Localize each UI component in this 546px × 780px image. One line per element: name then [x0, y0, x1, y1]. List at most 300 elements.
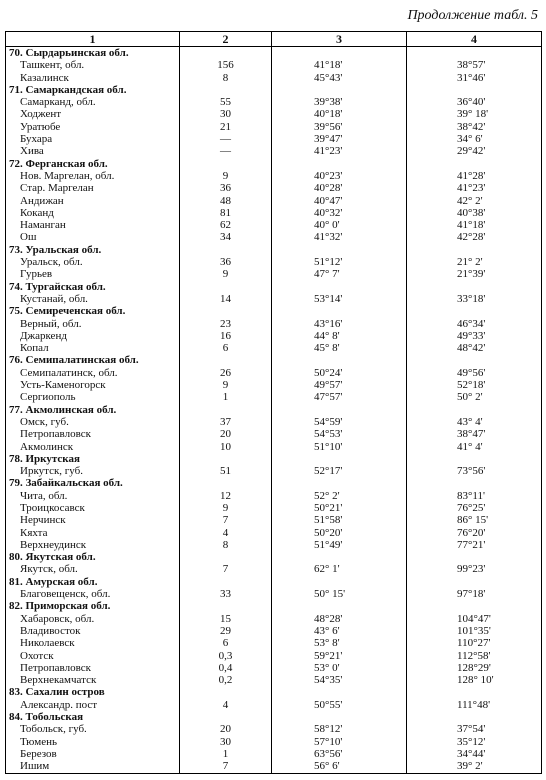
empty-cell: [180, 158, 272, 170]
city-name: Верхнекамчатск: [6, 674, 180, 686]
group-row: [6, 158, 542, 170]
group-name: 82. Приморская обл.: [6, 600, 180, 612]
empty-cell: [407, 453, 542, 465]
empty-cell: [272, 551, 407, 563]
value-col2: 7: [180, 514, 272, 526]
value-col2: 4: [180, 527, 272, 539]
empty-cell: [180, 305, 272, 317]
value-col4: 52°18': [407, 379, 542, 391]
empty-cell: [407, 686, 542, 698]
empty-cell: [180, 686, 272, 698]
value-col2: 0,3: [180, 650, 272, 662]
table-row: [6, 637, 542, 649]
empty-cell: [180, 84, 272, 96]
city-name: Благовещенск, обл.: [6, 588, 180, 600]
value-col3: 54°35': [272, 674, 407, 686]
group-name: 70. Сырдарьинская обл.: [6, 47, 180, 60]
city-name: Тобольск, губ.: [6, 723, 180, 735]
table-row: [6, 441, 542, 453]
value-col3: 39°38': [272, 96, 407, 108]
empty-cell: [407, 354, 542, 366]
value-col2: 23: [180, 318, 272, 330]
empty-cell: [180, 576, 272, 588]
city-name: Гурьев: [6, 268, 180, 280]
empty-cell: [272, 686, 407, 698]
value-col3: 40°18': [272, 108, 407, 120]
value-col3: 62° 1': [272, 563, 407, 575]
group-row: [6, 47, 542, 60]
table-row: [6, 662, 542, 674]
value-col2: 51: [180, 465, 272, 477]
group-row: [6, 576, 542, 588]
empty-cell: [180, 551, 272, 563]
group-name: 80. Якутская обл.: [6, 551, 180, 563]
value-col3: 48°28': [272, 613, 407, 625]
city-name: Наманган: [6, 219, 180, 231]
table-row: [6, 72, 542, 84]
empty-cell: [272, 600, 407, 612]
table-row: [6, 613, 542, 625]
value-col3: 51°12': [272, 256, 407, 268]
value-col2: 26: [180, 367, 272, 379]
value-col2: 9: [180, 502, 272, 514]
value-col3: 51°49': [272, 539, 407, 551]
city-name: Николаевск: [6, 637, 180, 649]
empty-cell: [180, 453, 272, 465]
column-header-2: 2: [180, 32, 272, 47]
table-row: [6, 625, 542, 637]
table-row: [6, 514, 542, 526]
city-name: Ташкент, обл.: [6, 59, 180, 71]
value-col2: 9: [180, 379, 272, 391]
table-row: [6, 219, 542, 231]
table-row: [6, 195, 542, 207]
table-row: [6, 342, 542, 354]
value-col3: 54°59': [272, 416, 407, 428]
value-col3: 59°21': [272, 650, 407, 662]
value-col4: 48°42': [407, 342, 542, 354]
value-col3: 50°55': [272, 699, 407, 711]
value-col4: 41° 4': [407, 441, 542, 453]
value-col3: 56° 6': [272, 760, 407, 773]
value-col2: 37: [180, 416, 272, 428]
empty-cell: [407, 404, 542, 416]
value-col2: 6: [180, 342, 272, 354]
city-name: Усть-Каменогорск: [6, 379, 180, 391]
group-row: [6, 281, 542, 293]
table-row: [6, 428, 542, 440]
value-col4: 42°28': [407, 231, 542, 243]
column-header-1: 1: [6, 32, 180, 47]
value-col4: 49°33': [407, 330, 542, 342]
city-name: Семипалатинск, обл.: [6, 367, 180, 379]
value-col4: 29°42': [407, 145, 542, 157]
value-col2: 9: [180, 170, 272, 182]
group-row: [6, 551, 542, 563]
header-row: [6, 32, 542, 47]
empty-cell: [180, 600, 272, 612]
group-row: [6, 84, 542, 96]
value-col2: 10: [180, 441, 272, 453]
empty-cell: [407, 551, 542, 563]
value-col3: 40°47': [272, 195, 407, 207]
group-row: [6, 477, 542, 489]
table-row: [6, 563, 542, 575]
table-row: [6, 330, 542, 342]
table-row: [6, 416, 542, 428]
empty-cell: [180, 244, 272, 256]
city-name: Коканд: [6, 207, 180, 219]
value-col3: 47° 7': [272, 268, 407, 280]
group-row: [6, 453, 542, 465]
table-row: [6, 145, 542, 157]
empty-cell: [407, 305, 542, 317]
value-col4: 101°35': [407, 625, 542, 637]
value-col4: 41°23': [407, 182, 542, 194]
value-col4: 41°28': [407, 170, 542, 182]
table-row: [6, 490, 542, 502]
empty-cell: [272, 84, 407, 96]
city-name: Хива: [6, 145, 180, 157]
value-col2: 156: [180, 59, 272, 71]
empty-cell: [272, 453, 407, 465]
value-col4: 38°42': [407, 121, 542, 133]
city-name: Бухара: [6, 133, 180, 145]
city-name: Иркутск, губ.: [6, 465, 180, 477]
value-col4: 76°25': [407, 502, 542, 514]
group-row: [6, 354, 542, 366]
value-col3: 54°53': [272, 428, 407, 440]
table-row: [6, 379, 542, 391]
value-col2: 1: [180, 391, 272, 403]
value-col2: 15: [180, 613, 272, 625]
group-name: 77. Акмолинская обл.: [6, 404, 180, 416]
table-row: [6, 59, 542, 71]
group-name: 83. Сахалин остров: [6, 686, 180, 698]
city-name: Уратюбе: [6, 121, 180, 133]
value-col4: 34° 6': [407, 133, 542, 145]
value-col4: 42° 2': [407, 195, 542, 207]
value-col4: 104°47': [407, 613, 542, 625]
value-col2: 7: [180, 563, 272, 575]
city-name: Казалинск: [6, 72, 180, 84]
group-name: 75. Семиреченская обл.: [6, 305, 180, 317]
table-row: [6, 268, 542, 280]
value-col2: 36: [180, 256, 272, 268]
value-col3: 57°10': [272, 736, 407, 748]
value-col2: 9: [180, 268, 272, 280]
city-name: Петропавловск: [6, 662, 180, 674]
empty-cell: [272, 158, 407, 170]
value-col3: 49°57': [272, 379, 407, 391]
value-col4: 76°20': [407, 527, 542, 539]
table-row: [6, 170, 542, 182]
value-col4: 50° 2': [407, 391, 542, 403]
value-col4: 73°56': [407, 465, 542, 477]
value-col3: 52°17': [272, 465, 407, 477]
city-name: Александр. пост: [6, 699, 180, 711]
value-col4: 49°56': [407, 367, 542, 379]
value-col4: 39° 2': [407, 760, 542, 773]
value-col2: 6: [180, 637, 272, 649]
table-row: [6, 699, 542, 711]
value-col4: 33°18': [407, 293, 542, 305]
value-col4: 46°34': [407, 318, 542, 330]
value-col3: 51°10': [272, 441, 407, 453]
value-col3: 53°14': [272, 293, 407, 305]
value-col4: 40°38': [407, 207, 542, 219]
table-row: [6, 748, 542, 760]
value-col4: 43° 4': [407, 416, 542, 428]
group-name: 71. Самаркандская обл.: [6, 84, 180, 96]
city-name: Уральск, обл.: [6, 256, 180, 268]
table-row: [6, 318, 542, 330]
value-col4: 83°11': [407, 490, 542, 502]
table-row: [6, 502, 542, 514]
table-row: [6, 674, 542, 686]
value-col2: 29: [180, 625, 272, 637]
value-col2: 14: [180, 293, 272, 305]
value-col3: 39°47': [272, 133, 407, 145]
value-col2: 20: [180, 723, 272, 735]
table-row: [6, 182, 542, 194]
value-col2: 16: [180, 330, 272, 342]
value-col3: 39°56': [272, 121, 407, 133]
value-col4: 36°40': [407, 96, 542, 108]
city-name: Ош: [6, 231, 180, 243]
value-col2: 8: [180, 539, 272, 551]
city-name: Владивосток: [6, 625, 180, 637]
table-row: [6, 736, 542, 748]
city-name: Ходжент: [6, 108, 180, 120]
empty-cell: [272, 47, 407, 60]
city-name: Джаркенд: [6, 330, 180, 342]
city-name: Кустанай, обл.: [6, 293, 180, 305]
value-col3: 58°12': [272, 723, 407, 735]
group-name: 79. Забайкальская обл.: [6, 477, 180, 489]
value-col2: 20: [180, 428, 272, 440]
value-col2: 8: [180, 72, 272, 84]
value-col2: 48: [180, 195, 272, 207]
value-col2: 0,2: [180, 674, 272, 686]
city-name: Троицкосавск: [6, 502, 180, 514]
table-row: [6, 723, 542, 735]
group-row: [6, 600, 542, 612]
value-col3: 40° 0': [272, 219, 407, 231]
table-row: [6, 650, 542, 662]
table-body: [6, 47, 542, 774]
table-row: [6, 760, 542, 773]
empty-cell: [180, 281, 272, 293]
city-name: Ишим: [6, 760, 180, 773]
value-col4: 97°18': [407, 588, 542, 600]
value-col2: 0,4: [180, 662, 272, 674]
value-col2: 62: [180, 219, 272, 231]
table-row: [6, 391, 542, 403]
value-col3: 50°20': [272, 527, 407, 539]
group-row: [6, 711, 542, 723]
value-col4: 39° 18': [407, 108, 542, 120]
empty-cell: [407, 84, 542, 96]
empty-cell: [180, 47, 272, 60]
empty-cell: [407, 477, 542, 489]
value-col2: 7: [180, 760, 272, 773]
value-col4: 111°48': [407, 699, 542, 711]
table-row: [6, 527, 542, 539]
city-name: Сергиополь: [6, 391, 180, 403]
city-name: Самарканд, обл.: [6, 96, 180, 108]
empty-cell: [407, 158, 542, 170]
data-table-container: [5, 31, 541, 774]
group-name: 84. Тобольская: [6, 711, 180, 723]
table-row: [6, 293, 542, 305]
value-col2: 21: [180, 121, 272, 133]
empty-cell: [180, 404, 272, 416]
group-name: 74. Тургайская обл.: [6, 281, 180, 293]
value-col2: 33: [180, 588, 272, 600]
city-name: Стар. Маргелан: [6, 182, 180, 194]
value-col2: 30: [180, 736, 272, 748]
group-name: 72. Ферганская обл.: [6, 158, 180, 170]
value-col3: 45°43': [272, 72, 407, 84]
value-col3: 63°56': [272, 748, 407, 760]
value-col4: 35°12': [407, 736, 542, 748]
empty-cell: [272, 404, 407, 416]
table-row: [6, 539, 542, 551]
column-header-3: 3: [272, 32, 407, 47]
table-row: [6, 367, 542, 379]
empty-cell: [180, 354, 272, 366]
value-col2: 34: [180, 231, 272, 243]
value-col4: 21° 2': [407, 256, 542, 268]
table-row: [6, 256, 542, 268]
value-col3: 44° 8': [272, 330, 407, 342]
city-name: Кяхта: [6, 527, 180, 539]
city-name: Березов: [6, 748, 180, 760]
table-caption: Продолжение табл. 5: [407, 8, 538, 23]
column-header-4: 4: [407, 32, 542, 47]
value-col3: 43°16': [272, 318, 407, 330]
city-name: Нерчинск: [6, 514, 180, 526]
value-col4: 77°21': [407, 539, 542, 551]
city-name: Верхнеудинск: [6, 539, 180, 551]
value-col4: 99°23': [407, 563, 542, 575]
value-col3: 41°18': [272, 59, 407, 71]
group-row: [6, 404, 542, 416]
empty-cell: [407, 600, 542, 612]
city-name: Копал: [6, 342, 180, 354]
value-col3: 43° 6': [272, 625, 407, 637]
value-col4: 38°47': [407, 428, 542, 440]
group-row: [6, 244, 542, 256]
value-col3: 50° 15': [272, 588, 407, 600]
group-row: [6, 686, 542, 698]
value-col2: 1: [180, 748, 272, 760]
value-col3: 40°32': [272, 207, 407, 219]
group-name: 81. Амурская обл.: [6, 576, 180, 588]
empty-cell: [407, 244, 542, 256]
value-col2: —: [180, 145, 272, 157]
value-col3: 40°28': [272, 182, 407, 194]
empty-cell: [272, 305, 407, 317]
value-col4: 86° 15': [407, 514, 542, 526]
value-col4: 41°18': [407, 219, 542, 231]
table-row: [6, 96, 542, 108]
value-col4: 38°57': [407, 59, 542, 71]
value-col2: 55: [180, 96, 272, 108]
empty-cell: [407, 281, 542, 293]
table-row: [6, 121, 542, 133]
table-row: [6, 588, 542, 600]
table-row: [6, 231, 542, 243]
table-row: [6, 108, 542, 120]
value-col4: 37°54': [407, 723, 542, 735]
value-col2: 81: [180, 207, 272, 219]
city-name: Петропавловск: [6, 428, 180, 440]
empty-cell: [272, 354, 407, 366]
empty-cell: [272, 576, 407, 588]
value-col3: 47°57': [272, 391, 407, 403]
city-name: Омск, губ.: [6, 416, 180, 428]
value-col4: 128°29': [407, 662, 542, 674]
city-name: Нов. Маргелан, обл.: [6, 170, 180, 182]
empty-cell: [272, 711, 407, 723]
city-name: Охотск: [6, 650, 180, 662]
group-name: 76. Семипалатинская обл.: [6, 354, 180, 366]
value-col3: 51°58': [272, 514, 407, 526]
value-col4: 112°58': [407, 650, 542, 662]
value-col4: 34°44': [407, 748, 542, 760]
value-col3: 41°23': [272, 145, 407, 157]
value-col3: 40°23': [272, 170, 407, 182]
group-name: 73. Уральская обл.: [6, 244, 180, 256]
empty-cell: [272, 244, 407, 256]
empty-cell: [407, 47, 542, 60]
city-name: Тюмень: [6, 736, 180, 748]
city-name: Хабаровск, обл.: [6, 613, 180, 625]
city-name: Верный, обл.: [6, 318, 180, 330]
empty-cell: [272, 281, 407, 293]
value-col3: 50°24': [272, 367, 407, 379]
value-col2: 4: [180, 699, 272, 711]
value-col2: 36: [180, 182, 272, 194]
table-row: [6, 465, 542, 477]
empty-cell: [407, 576, 542, 588]
data-table: [5, 31, 542, 774]
table-row: [6, 133, 542, 145]
group-name: 78. Иркутская: [6, 453, 180, 465]
value-col3: 52° 2': [272, 490, 407, 502]
value-col3: 41°32': [272, 231, 407, 243]
empty-cell: [180, 477, 272, 489]
empty-cell: [407, 711, 542, 723]
value-col4: 31°46': [407, 72, 542, 84]
city-name: Чита, обл.: [6, 490, 180, 502]
empty-cell: [272, 477, 407, 489]
table-row: [6, 207, 542, 219]
value-col3: 53° 0': [272, 662, 407, 674]
empty-cell: [180, 711, 272, 723]
city-name: Акмолинск: [6, 441, 180, 453]
value-col4: 110°27': [407, 637, 542, 649]
city-name: Якутск, обл.: [6, 563, 180, 575]
value-col2: 12: [180, 490, 272, 502]
value-col2: —: [180, 133, 272, 145]
value-col3: 45° 8': [272, 342, 407, 354]
city-name: Андижан: [6, 195, 180, 207]
value-col3: 50°21': [272, 502, 407, 514]
value-col4: 128° 10': [407, 674, 542, 686]
